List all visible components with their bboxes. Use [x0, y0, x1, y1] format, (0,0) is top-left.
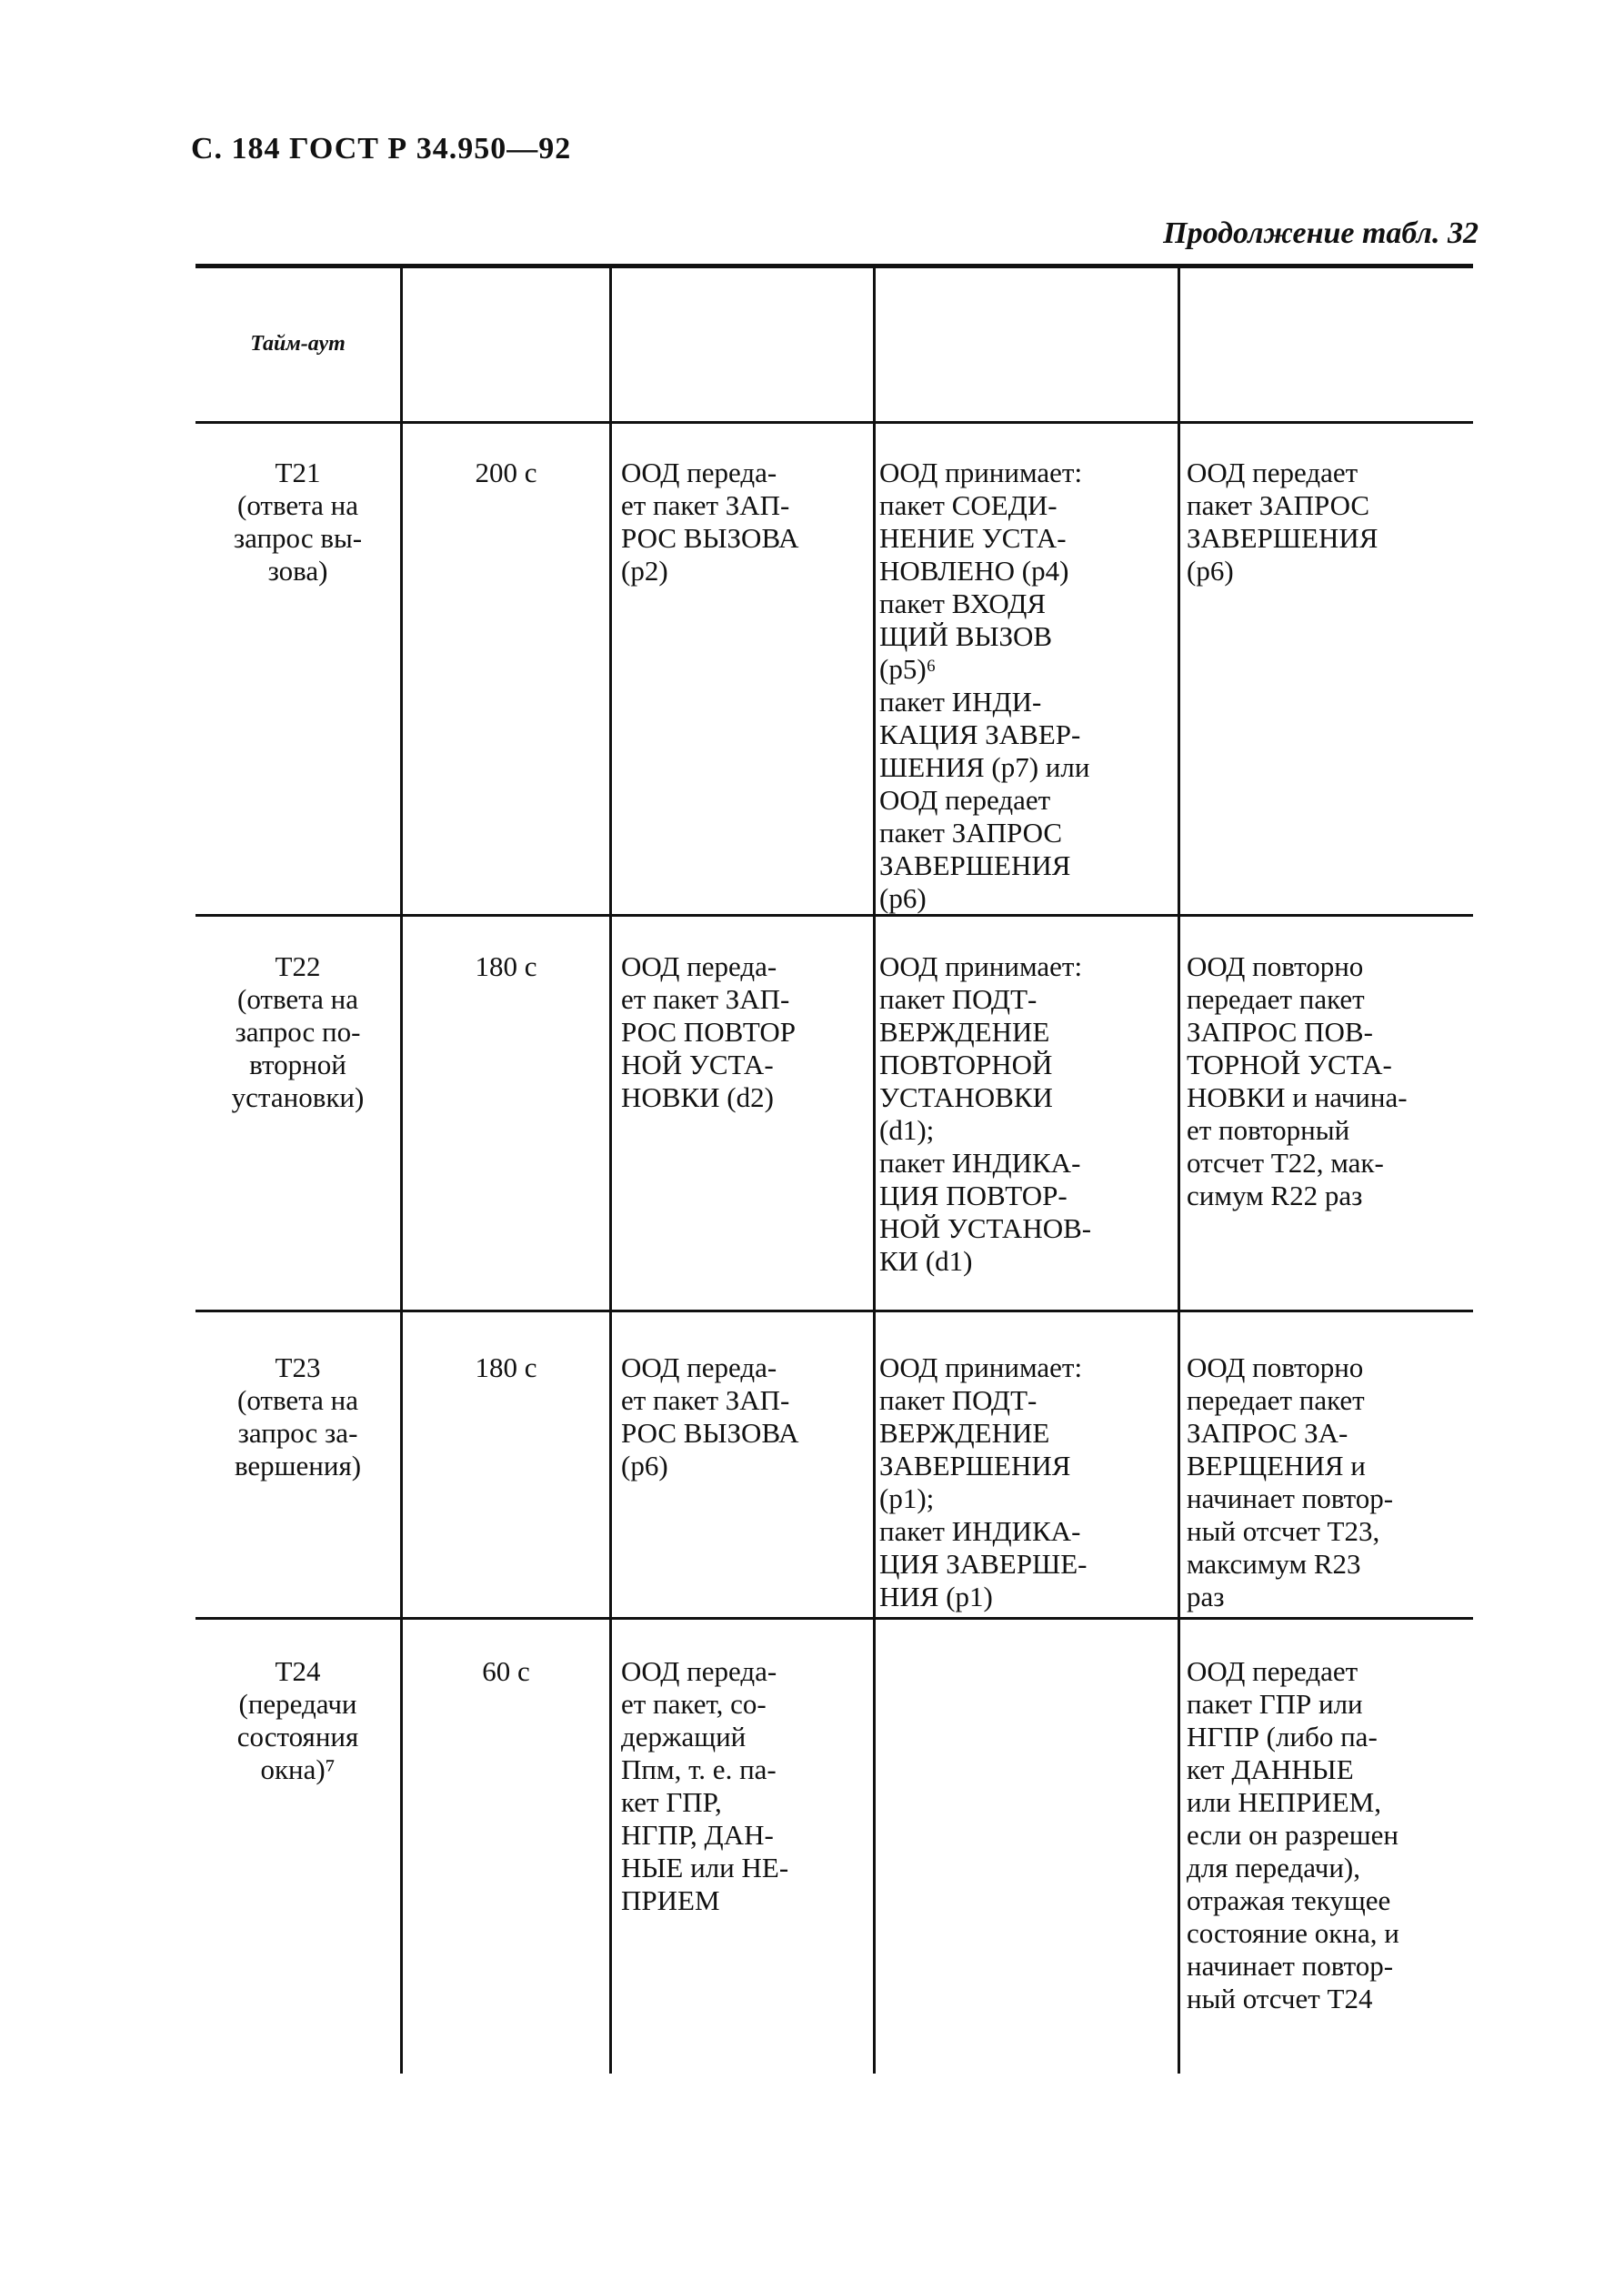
column-divider — [1178, 264, 1180, 2074]
timer-value-cell: 60 с — [482, 1655, 530, 1687]
timer-name-cell: Т21 (ответа на запрос вы- зова) — [233, 457, 363, 587]
timer-name-cell: Т22 (ответа на запрос по- вторной установки) — [231, 950, 365, 1113]
timeout-table — [195, 264, 1473, 2074]
column-header-timeout: Тайм-аут — [250, 332, 346, 356]
normal-termination-cell: ООД принимает: пакет ПОДТ- ВЕРЖДЕНИЕ ЗАВЕРШЕНИЯ (р1); пакет ИНДИКА- ЦИЯ ЗАВЕРШЕ- НИЯ (р1) — [879, 1351, 1088, 1612]
timer-name-cell: Т24 (передачи состояния окна)⁷ — [236, 1655, 359, 1785]
timer-name-cell: Т23 (ответа на запрос за- вершения) — [234, 1351, 362, 1481]
expiry-action-cell: ООД передает пакет ГПР или НГПР (либо па- кет ДАННЫЕ или НЕПРИЕМ, если он разрешен для передачи), отражая текущее состояние окна, и начинает повтор- ный отсчет Т24 — [1187, 1655, 1399, 2014]
start-condition-cell: ООД переда- ет пакет, со- держащий Ппм, т. е. па- кет ГПР, НГПР, ДАН- НЫЕ или НЕ- ПРИЕМ — [621, 1655, 789, 1916]
header-bottom-rule — [195, 421, 1473, 424]
timer-value-cell: 180 с — [475, 1351, 537, 1383]
table-continuation-label: Продолжение табл. 32 — [1163, 216, 1479, 250]
table-top-rule — [195, 264, 1473, 268]
expiry-action-cell: ООД повторно передает пакет ЗАПРОС ЗА- ВЕРЩЕНИЯ и начинает повтор- ный отсчет Т23, максимум R23 раз — [1187, 1351, 1394, 1612]
timer-value-cell: 180 с — [475, 950, 537, 982]
normal-termination-cell: ООД принимает: пакет ПОДТ- ВЕРЖДЕНИЕ ПОВТОРНОЙ УСТАНОВКИ (d1); пакет ИНДИКА- ЦИЯ ПОВТОР- НОЙ УСТАНОВ- КИ (d1) — [879, 950, 1092, 1277]
column-divider — [609, 264, 612, 2074]
column-divider — [873, 264, 876, 2074]
row-divider — [195, 1617, 1473, 1620]
normal-termination-cell: ООД принимает: пакет СОЕДИ- НЕНИЕ УСТА- НОВЛЕНО (р4) пакет ВХОДЯ ЩИЙ ВЫЗОВ (р5)⁶ пакет ИНДИ- КАЦИЯ ЗАВЕР- ШЕНИЯ (р7) или ООД передает пакет ЗАПРОС ЗАВЕРШЕНИЯ (р6) — [879, 457, 1090, 914]
row-divider — [195, 1310, 1473, 1312]
expiry-action-cell: ООД передает пакет ЗАПРОС ЗАВЕРШЕНИЯ (р6) — [1187, 457, 1378, 587]
timer-value-cell: 200 с — [475, 457, 537, 488]
expiry-action-cell: ООД повторно передает пакет ЗАПРОС ПОВ- ТОРНОЙ УСТА- НОВКИ и начина- ет повторный отсчет Т22, мак- симум R22 раз — [1187, 950, 1408, 1211]
start-condition-cell: ООД переда- ет пакет ЗАП- РОС ВЫЗОВА (р6) — [621, 1351, 799, 1481]
page-header: С. 184 ГОСТ Р 34.950—92 — [191, 132, 572, 166]
row-divider — [195, 914, 1473, 917]
start-condition-cell: ООД переда- ет пакет ЗАП- РОС ВЫЗОВА (р2) — [621, 457, 799, 587]
start-condition-cell: ООД переда- ет пакет ЗАП- РОС ПОВТОР НОЙ УСТА- НОВКИ (d2) — [621, 950, 797, 1113]
column-divider — [400, 264, 403, 2074]
